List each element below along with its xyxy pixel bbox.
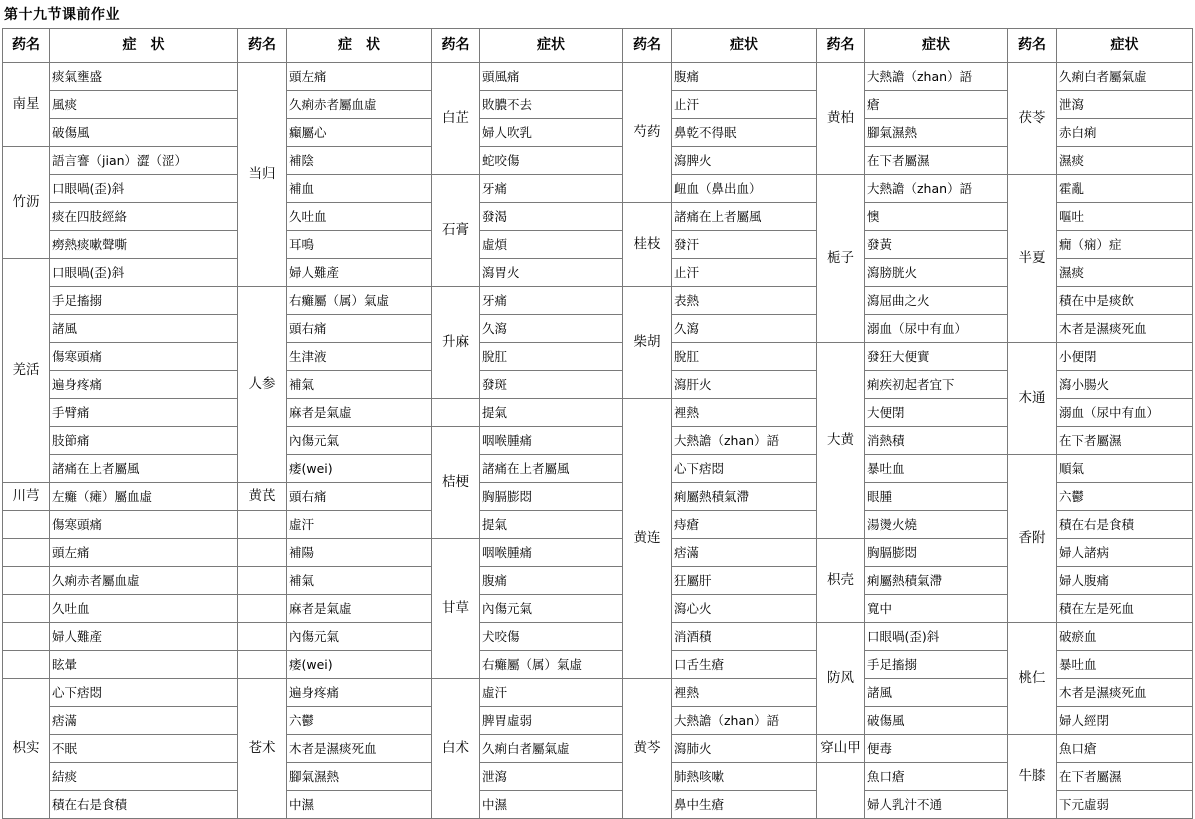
symptom-cell: 鼻中生瘡: [672, 791, 817, 819]
symptom-cell: 痔瘡: [672, 511, 817, 539]
symptom-cell: 久痢赤者屬血虛: [287, 91, 432, 119]
symptom-cell: 諸痛在上者屬風: [50, 455, 238, 483]
symptom-cell: 瀉心火: [672, 595, 817, 623]
symptom-cell: 內傷元氣: [480, 595, 623, 623]
symptom-cell: 犬咬傷: [480, 623, 623, 651]
symptom-cell: 心下痞悶: [50, 679, 238, 707]
symptom-cell: 右癱屬（属）氣虛: [287, 287, 432, 315]
symptom-cell: 大熱譫（zhan）語: [865, 175, 1008, 203]
table-row: [3, 343, 1193, 371]
symptom-cell: 暴吐血: [865, 455, 1008, 483]
table-row: [3, 175, 1193, 203]
symptom-cell: 諸痛在上者屬風: [480, 455, 623, 483]
symptom-cell: 大熱譫（zhan）語: [865, 63, 1008, 91]
header-symptom: 症状: [480, 29, 623, 63]
herb-name: 栀子: [817, 175, 865, 343]
symptom-cell: 胸膈膨悶: [865, 539, 1008, 567]
symptom-cell: 手足搐搦: [865, 651, 1008, 679]
symptom-cell: 頭右痛: [287, 315, 432, 343]
header-symptom: 症状: [865, 29, 1008, 63]
symptom-cell: 牙痛: [480, 175, 623, 203]
symptom-cell: 口舌生瘡: [672, 651, 817, 679]
symptom-cell: 溺血（尿中有血）: [1057, 399, 1193, 427]
symptom-cell: 中濕: [287, 791, 432, 819]
herb-name: [817, 763, 865, 819]
herb-name: 牛膝: [1008, 735, 1057, 819]
symptom-cell: 木者是濕痰死血: [287, 735, 432, 763]
symptom-cell: 發黃: [865, 231, 1008, 259]
herb-name: 大黄: [817, 343, 865, 539]
herb-name: 当归: [238, 63, 287, 287]
symptom-cell: 右癱屬（属）氣虛: [480, 651, 623, 679]
symptom-cell: 瀉小腸火: [1057, 371, 1193, 399]
symptom-cell: 補血: [287, 175, 432, 203]
herb-symptom-table: [2, 28, 1193, 819]
symptom-cell: 心下痞悶: [672, 455, 817, 483]
symptom-cell: 魚口瘡: [865, 763, 1008, 791]
symptom-cell: 眩暈: [50, 651, 238, 679]
herb-name: 枳实: [3, 679, 50, 819]
header-herb: 药名: [1008, 29, 1057, 63]
symptom-cell: 發汗: [672, 231, 817, 259]
header-herb: 药名: [238, 29, 287, 63]
symptom-cell: 積在右是食積: [1057, 511, 1193, 539]
symptom-cell: 脫肛: [672, 343, 817, 371]
symptom-cell: 語言謇（jian）澀（涩）: [50, 147, 238, 175]
herb-name: [3, 651, 50, 679]
symptom-cell: 眼腫: [865, 483, 1008, 511]
symptom-cell: 瀉膀胱火: [865, 259, 1008, 287]
symptom-cell: 久痢赤者屬血虛: [50, 567, 238, 595]
symptom-cell: 痢屬熱積氣滯: [865, 567, 1008, 595]
symptom-cell: 發狂大便實: [865, 343, 1008, 371]
symptom-cell: 癆熱痰嗽聲嘶: [50, 231, 238, 259]
symptom-cell: 手臂痛: [50, 399, 238, 427]
herb-name: 川芎: [3, 483, 50, 511]
symptom-cell: 狂屬肝: [672, 567, 817, 595]
herb-name: 白芷: [432, 63, 480, 175]
symptom-cell: 六鬱: [1057, 483, 1193, 511]
herb-name: 升麻: [432, 287, 480, 399]
symptom-cell: 痞滿: [672, 539, 817, 567]
header-row: [3, 29, 1193, 63]
symptom-cell: 咽喉腫痛: [480, 539, 623, 567]
symptom-cell: 久痢白者屬氣虛: [480, 735, 623, 763]
symptom-cell: 痞滿: [50, 707, 238, 735]
symptom-cell: 便毒: [865, 735, 1008, 763]
herb-name: [432, 399, 480, 427]
herb-name: 竹沥: [3, 147, 50, 259]
symptom-cell: 積在左是死血: [1057, 595, 1193, 623]
symptom-cell: 婦人諸病: [1057, 539, 1193, 567]
herb-name: [238, 539, 287, 567]
symptom-cell: 麻者是氣虛: [287, 399, 432, 427]
symptom-cell: 耳鳴: [287, 231, 432, 259]
symptom-cell: 木者是濕痰死血: [1057, 679, 1193, 707]
symptom-cell: 溺血（尿中有血）: [865, 315, 1008, 343]
herb-name: 甘草: [432, 539, 480, 679]
symptom-cell: 發渴: [480, 203, 623, 231]
herb-name: 香附: [1008, 455, 1057, 623]
symptom-cell: 破瘀血: [1057, 623, 1193, 651]
symptom-cell: 嘔吐: [1057, 203, 1193, 231]
symptom-cell: 六鬱: [287, 707, 432, 735]
herb-name: [238, 623, 287, 651]
symptom-cell: 泄瀉: [1057, 91, 1193, 119]
herb-name: 木通: [1008, 343, 1057, 455]
herb-name: [238, 595, 287, 623]
symptom-cell: 婦人經閉: [1057, 707, 1193, 735]
symptom-cell: 瀉胃火: [480, 259, 623, 287]
table-row: [3, 63, 1193, 91]
symptom-cell: 久瀉: [480, 315, 623, 343]
herb-name: 白术: [432, 679, 480, 819]
symptom-cell: 瀉脾火: [672, 147, 817, 175]
herb-name: [238, 651, 287, 679]
herb-name: 桃仁: [1008, 623, 1057, 735]
symptom-cell: 裡熱: [672, 399, 817, 427]
symptom-cell: 小便閉: [1057, 343, 1193, 371]
herb-name: 枳壳: [817, 539, 865, 623]
symptom-cell: 消酒積: [672, 623, 817, 651]
symptom-cell: 蛇咬傷: [480, 147, 623, 175]
symptom-cell: 遍身疼痛: [287, 679, 432, 707]
herb-name: [3, 595, 50, 623]
symptom-cell: 痰氣壅盛: [50, 63, 238, 91]
symptom-cell: 補氣: [287, 567, 432, 595]
symptom-cell: 虛汗: [287, 511, 432, 539]
herb-name: 桔梗: [432, 427, 480, 539]
symptom-cell: 痿(wei): [287, 455, 432, 483]
symptom-cell: 生津液: [287, 343, 432, 371]
symptom-cell: 婦人吹乳: [480, 119, 623, 147]
symptom-cell: 婦人腹痛: [1057, 567, 1193, 595]
symptom-cell: 結痰: [50, 763, 238, 791]
symptom-cell: 頭風痛: [480, 63, 623, 91]
herb-name: 羌活: [3, 259, 50, 483]
symptom-cell: 牙痛: [480, 287, 623, 315]
symptom-cell: 在下者屬濕: [865, 147, 1008, 175]
symptom-cell: 積在中是痰飲: [1057, 287, 1193, 315]
symptom-cell: 順氣: [1057, 455, 1193, 483]
symptom-cell: 腹痛: [672, 63, 817, 91]
herb-name: 黄连: [623, 399, 672, 679]
symptom-cell: 懊: [865, 203, 1008, 231]
symptom-cell: 腳氣濕熱: [287, 763, 432, 791]
symptom-cell: 泄瀉: [480, 763, 623, 791]
symptom-cell: 內傷元氣: [287, 427, 432, 455]
header-symptom: 症状: [1057, 29, 1193, 63]
header-symptom: 症 状: [50, 29, 238, 63]
symptom-cell: 遍身疼痛: [50, 371, 238, 399]
symptom-cell: 口眼喎(歪)斜: [50, 259, 238, 287]
header-herb: 药名: [817, 29, 865, 63]
symptom-cell: 霍亂: [1057, 175, 1193, 203]
symptom-cell: 口眼喎(歪)斜: [865, 623, 1008, 651]
symptom-cell: 提氣: [480, 399, 623, 427]
symptom-cell: 不眠: [50, 735, 238, 763]
symptom-cell: 木者是濕痰死血: [1057, 315, 1193, 343]
herb-name: 芍药: [623, 63, 672, 203]
table-row: [3, 455, 1193, 483]
header-herb: 药名: [432, 29, 480, 63]
header-herb: 药名: [623, 29, 672, 63]
symptom-cell: 諸風: [865, 679, 1008, 707]
symptom-cell: 大熱譫（zhan）語: [672, 707, 817, 735]
symptom-cell: 補陰: [287, 147, 432, 175]
symptom-cell: 破傷風: [50, 119, 238, 147]
symptom-cell: 麻者是氣虛: [287, 595, 432, 623]
symptom-cell: 痢疾初起者宜下: [865, 371, 1008, 399]
symptom-cell: 赤白痢: [1057, 119, 1193, 147]
herb-name: [238, 511, 287, 539]
symptom-cell: 暴吐血: [1057, 651, 1193, 679]
symptom-cell: 胸膈膨悶: [480, 483, 623, 511]
herb-name: 苍术: [238, 679, 287, 819]
table-row: [3, 735, 1193, 763]
symptom-cell: 久瀉: [672, 315, 817, 343]
symptom-cell: 口眼喎(歪)斜: [50, 175, 238, 203]
symptom-cell: 下元虛弱: [1057, 791, 1193, 819]
symptom-cell: 腳氣濕熱: [865, 119, 1008, 147]
symptom-cell: 久痢白者屬氣虛: [1057, 63, 1193, 91]
symptom-cell: 婦人難產: [50, 623, 238, 651]
symptom-cell: 虛汗: [480, 679, 623, 707]
symptom-cell: 痰在四肢經絡: [50, 203, 238, 231]
symptom-cell: 破傷風: [865, 707, 1008, 735]
symptom-cell: 腹痛: [480, 567, 623, 595]
herb-name: [3, 539, 50, 567]
herb-name: 南星: [3, 63, 50, 147]
symptom-cell: 瀉肺火: [672, 735, 817, 763]
herb-name: [3, 511, 50, 539]
symptom-cell: 大便閉: [865, 399, 1008, 427]
symptom-cell: 虛煩: [480, 231, 623, 259]
symptom-cell: 在下者屬濕: [1057, 763, 1193, 791]
symptom-cell: 癲屬心: [287, 119, 432, 147]
page-title: 第十九节课前作业: [4, 7, 120, 23]
header-symptom: 症状: [672, 29, 817, 63]
symptom-cell: 止汗: [672, 91, 817, 119]
symptom-cell: 瀉屈曲之火: [865, 287, 1008, 315]
symptom-cell: 痢屬熱積氣滯: [672, 483, 817, 511]
herb-name: 穿山甲: [817, 735, 865, 763]
herb-name: 柴胡: [623, 287, 672, 399]
herb-name: 茯苓: [1008, 63, 1057, 175]
symptom-cell: 濕痰: [1057, 259, 1193, 287]
symptom-cell: 久吐血: [50, 595, 238, 623]
herb-name: 防风: [817, 623, 865, 735]
symptom-cell: 裡熱: [672, 679, 817, 707]
symptom-cell: 婦人難產: [287, 259, 432, 287]
symptom-cell: 大熱譫（zhan）語: [672, 427, 817, 455]
symptom-cell: 諸痛在上者屬風: [672, 203, 817, 231]
herb-name: 黄芩: [623, 679, 672, 819]
symptom-cell: 補氣: [287, 371, 432, 399]
symptom-cell: 消熱積: [865, 427, 1008, 455]
symptom-cell: 肺熱咳嗽: [672, 763, 817, 791]
symptom-cell: 脾胃虛弱: [480, 707, 623, 735]
symptom-cell: 內傷元氣: [287, 623, 432, 651]
symptom-cell: 積在右是食積: [50, 791, 238, 819]
symptom-cell: 諸風: [50, 315, 238, 343]
herb-name: [238, 567, 287, 595]
symptom-cell: 鼻乾不得眠: [672, 119, 817, 147]
symptom-cell: 濕痰: [1057, 147, 1193, 175]
symptom-cell: 在下者屬濕: [1057, 427, 1193, 455]
symptom-cell: 痿(wei): [287, 651, 432, 679]
symptom-cell: 癇（痫）症: [1057, 231, 1193, 259]
symptom-cell: 表熱: [672, 287, 817, 315]
symptom-cell: 發斑: [480, 371, 623, 399]
herb-name: 半夏: [1008, 175, 1057, 343]
symptom-cell: 寬中: [865, 595, 1008, 623]
symptom-cell: 手足搐搦: [50, 287, 238, 315]
herb-name: 石膏: [432, 175, 480, 287]
symptom-cell: 頭左痛: [50, 539, 238, 567]
symptom-cell: 瀉肝火: [672, 371, 817, 399]
herb-name: 黄柏: [817, 63, 865, 175]
symptom-cell: 婦人乳汁不通: [865, 791, 1008, 819]
symptom-cell: 久吐血: [287, 203, 432, 231]
table-row: [3, 623, 1193, 651]
herb-name: [3, 623, 50, 651]
symptom-cell: 頭左痛: [287, 63, 432, 91]
symptom-cell: 瘡: [865, 91, 1008, 119]
symptom-cell: 補陽: [287, 539, 432, 567]
header-herb: 药名: [3, 29, 50, 63]
symptom-cell: 脫肛: [480, 343, 623, 371]
symptom-cell: 中濕: [480, 791, 623, 819]
symptom-cell: 止汗: [672, 259, 817, 287]
symptom-cell: 敗膿不去: [480, 91, 623, 119]
symptom-cell: 湯燙火燒: [865, 511, 1008, 539]
symptom-cell: 頭右痛: [287, 483, 432, 511]
symptom-cell: 咽喉腫痛: [480, 427, 623, 455]
symptom-cell: 傷寒頭痛: [50, 343, 238, 371]
symptom-cell: 魚口瘡: [1057, 735, 1193, 763]
herb-name: 人参: [238, 287, 287, 483]
symptom-cell: 傷寒頭痛: [50, 511, 238, 539]
symptom-cell: 衄血（鼻出血）: [672, 175, 817, 203]
symptom-cell: 肢節痛: [50, 427, 238, 455]
symptom-cell: 風痰: [50, 91, 238, 119]
symptom-cell: 左癱（瘫）屬血虛: [50, 483, 238, 511]
herb-name: 桂枝: [623, 203, 672, 287]
symptom-cell: 提氣: [480, 511, 623, 539]
herb-name: 黄芪: [238, 483, 287, 511]
herb-name: [3, 567, 50, 595]
header-symptom: 症 状: [287, 29, 432, 63]
